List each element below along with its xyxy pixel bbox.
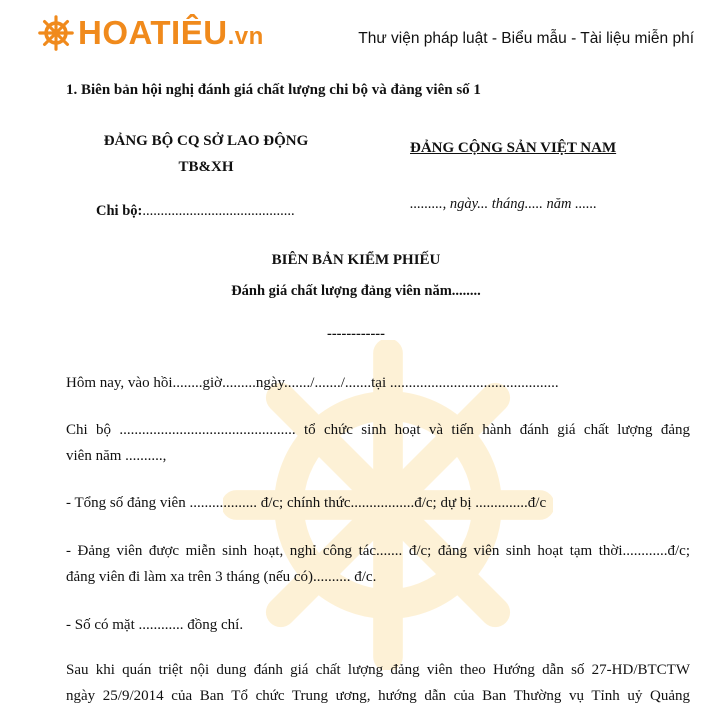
document-subtitle: Đánh giá chất lượng đảng viên năm........ <box>231 283 481 299</box>
document-title: BIÊN BẢN KIỂM PHIẾU <box>271 252 441 268</box>
party-committee-header <box>96 128 316 180</box>
party-cell-paragraph-line2: viên năm .........., <box>66 448 167 464</box>
party-cell-label: Chi bộ: <box>96 203 143 219</box>
party-committee-line2: TB&XH <box>178 159 234 175</box>
attendance-paragraph: - Số có mặt ............ đồng chí. <box>66 617 244 633</box>
guidance-paragraph-line1: Sau khi quán triệt nội dung đánh giá chất lượng đảng viên theo Hướng dẫn số 27-HD/BTCTW <box>66 662 690 678</box>
guidance-paragraph-line2: ngày 25/9/2014 của Ban Tổ chức Trung ương, hướng dẫn của Ban Thường vụ Tỉnh uỷ Quảng <box>66 688 690 704</box>
exempt-members-paragraph-line2: đảng viên đi làm xa trên 3 tháng (nếu có).......... đ/c. <box>66 569 377 585</box>
logo-text: HOATIÊU.vn <box>78 14 264 51</box>
party-name-header: ĐẢNG CỘNG SẢN VIỆT NAM <box>410 140 617 156</box>
party-cell-dots: .......................................... <box>142 203 295 219</box>
meeting-time-paragraph: Hôm nay, vào hồi........giờ.........ngày......./......./.......tại ............................................. <box>66 375 559 391</box>
section-title: 1. Biên bản hội nghị đánh giá chất lượng chi bộ và đảng viên số 1 <box>66 82 481 98</box>
separator: ------------ <box>327 326 385 342</box>
party-cell-field <box>96 203 295 220</box>
party-cell-paragraph-line1: Chi bộ ............................................... tổ chức sinh hoạt và tiến hành đánh giá chất lượng đảng <box>66 422 690 438</box>
member-count-paragraph: - Tổng số đảng viên .................. đ/c; chính thức.................đ/c; dự bị ..............đ/c <box>66 495 547 511</box>
site-tagline: Thư viện pháp luật - Biểu mẫu - Tài liệu miễn phí <box>358 30 694 47</box>
date-line: ........., ngày... tháng..... năm ...... <box>410 196 597 212</box>
exempt-members-paragraph-line1: - Đảng viên được miễn sinh hoạt, nghỉ công tác....... đ/c; đảng viên sinh hoạt tạm thời............đ/c; <box>66 543 690 559</box>
party-committee-line1: ĐẢNG BỘ CQ SỞ LAO ĐỘNG <box>103 133 309 149</box>
